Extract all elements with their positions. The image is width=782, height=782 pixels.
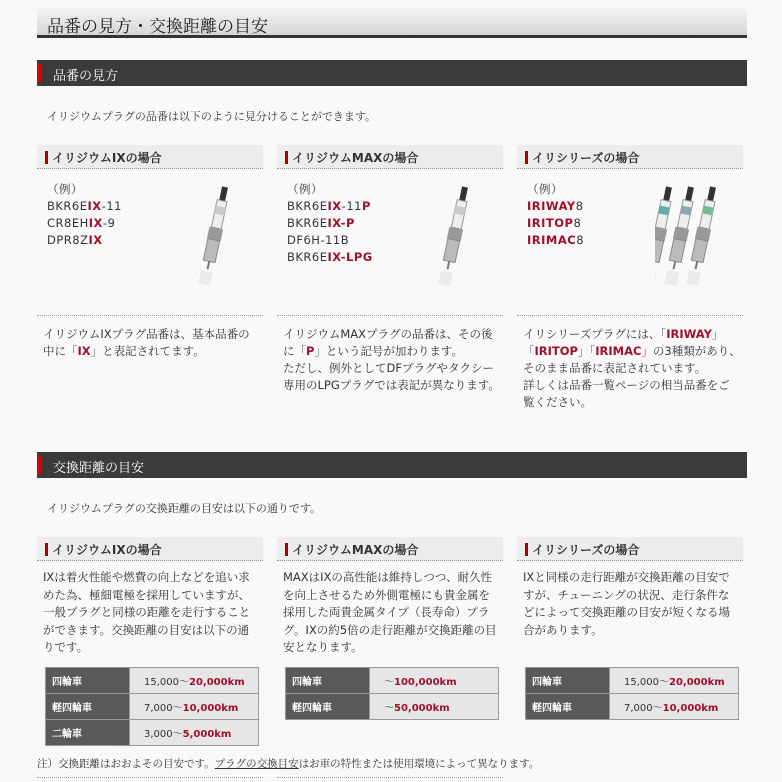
note-suffix: はお車の特性または使用環境によって異なります。 [298,758,540,770]
spark-plug-icon [435,181,495,289]
distance [130,668,259,694]
text-segment: -11 [341,199,362,213]
highlight-text: IX [77,344,91,358]
distance-to: 5,000km [182,729,232,740]
heading-marker [45,543,48,556]
column-description: MAXはIXの高性能は維持しつつ、耐久性を向上させるため外側電極にも貴金属を採用した両貴金属タイプ（長寿命）プラグ。IXの約5倍の走行距離が交換距離の目安となります。 [283,570,497,654]
text-segment: 8 [573,216,582,230]
text-segment: 詳しくは品番一覧ページの相当品番をご覧ください。 [523,378,730,409]
part-number-example [527,232,584,249]
heading-marker [285,543,288,556]
distance-to: 10,000km [662,703,719,714]
column-description: IXは着火性能や燃費の向上などを追い求めた為、極細電極を採用していますが、一般プラグと同様の距離を走行することができます。交換距離の目安は以下の通りです。 [43,570,251,654]
highlight-text: IRIMAC [595,344,642,358]
section-heading-part-number: 品番の見方 [37,60,747,86]
replacement-column [517,537,743,752]
divider [37,777,263,778]
column-description: IXと同様の走行距離が交換距離の目安ですが、チューニングの状況、走行条件などによって交換距離の目安が短くなる場合があります。 [523,570,730,637]
heading-marker [285,151,288,164]
distance-to: 100,000km [394,677,457,688]
column-heading-text: イリジウムMAXの場合 [292,543,419,557]
table-row [526,694,739,720]
text-segment: 」「 [577,344,596,358]
distance-table [45,667,259,746]
example-label: （例） [527,182,563,196]
highlight-text: IX [88,216,103,230]
plug-replacement-link[interactable]: プラグの交換目安 [214,758,299,770]
column-heading [517,145,743,169]
distance [130,720,259,746]
vehicle-type: 二輪車 [46,720,130,746]
table-row [526,668,739,694]
highlight-text: P [361,199,371,213]
spark-plug-icon [655,181,735,289]
divider [277,777,503,778]
distance-from: 〜 [384,703,394,714]
column-heading [277,145,503,169]
part-number-column [517,145,743,415]
distance-from: 3,000〜 [144,729,183,740]
column-heading-text: イリシリーズの場合 [532,151,640,165]
text-segment: 」「 [523,327,724,358]
vehicle-type: 四輪車 [286,668,370,694]
vehicle-type: 軽四輪車 [286,694,370,720]
distance-from: 〜 [384,677,394,688]
part-number-example [527,198,584,215]
text-segment: イリジウムIXプラグ品番は、基本品番の中に「 [43,327,250,358]
part-number-example [527,215,584,232]
spark-plug-icon [195,181,255,289]
text-segment: -9 [102,216,116,230]
example-label: （例） [287,182,323,196]
distance [610,694,739,720]
distance [130,694,259,720]
table-row [286,668,499,694]
highlight-text: IX-P [327,216,355,230]
highlight-text: IRIWAY [666,327,712,341]
heading-marker [45,151,48,164]
distance-from: 15,000〜 [624,677,669,688]
highlight-text: IX [88,233,103,247]
text-segment: 」という記号が加わります。 [314,344,464,358]
column-heading-text: イリジウムMAXの場合 [292,151,419,165]
text-segment: BKR6E [287,216,328,230]
divider [517,315,743,316]
heading-marker [525,543,528,556]
part-number-example [47,215,122,232]
column-heading-text: イリジウムIXの場合 [52,543,162,557]
vehicle-type: 四輪車 [526,668,610,694]
column-description [283,326,501,394]
text-segment: 8 [576,233,585,247]
distance-from: 15,000〜 [144,677,189,688]
table-row [286,694,499,720]
replacement-column [277,537,503,752]
text-segment: イリジウムMAXプラグの品番は、その後に「 [283,327,493,358]
page-title: 品番の見方・交換距離の目安 [37,8,747,38]
text-segment: 」の3種類があり、そのまま品番に表記されています。 [523,344,741,375]
text-segment: イリシリーズプラグには、「 [523,327,667,341]
note-prefix: 注）交換距離はおおよその目安です。 [37,758,215,770]
column-heading-text: イリジウムIXの場合 [52,151,162,165]
part-number-example [287,215,373,232]
highlight-text: IX [327,199,342,213]
replacement-column [37,537,263,752]
divider [37,315,263,316]
distance-table [525,667,739,720]
column-description [523,326,741,411]
part-number-example [287,249,373,266]
column-heading [37,537,263,561]
column-heading [277,537,503,561]
section-heading-replacement: 交換距離の目安 [37,452,747,478]
column-heading [37,145,263,169]
text-segment: ただし、例外としてDFプラグやタクシー専用のLPGプラグでは表記が異なります。 [283,361,500,392]
part-number-column [277,145,503,415]
vehicle-type: 軽四輪車 [46,694,130,720]
table-row [46,694,259,720]
examples [47,181,122,249]
distance [370,694,499,720]
text-segment: 」と表記されてます。 [90,344,205,358]
highlight-text: IRIMAC [527,233,577,247]
distance-table [285,667,499,720]
text-segment: BKR6E [287,199,328,213]
text-segment: DPR8Z [47,233,89,247]
highlight-text: P [306,344,315,358]
table-row [46,668,259,694]
text-segment: BKR6E [287,250,328,264]
distance-from: 7,000〜 [144,703,183,714]
vehicle-type: 軽四輪車 [526,694,610,720]
highlight-text: IRITOP [534,344,578,358]
text-segment: CR8EH [47,216,89,230]
footnote [37,756,539,771]
distance [610,668,739,694]
heading-marker [525,151,528,164]
examples [527,181,584,249]
table-row [46,720,259,746]
column-heading-text: イリシリーズの場合 [532,543,640,557]
part-number-example [47,232,122,249]
text-segment: -11 [101,199,122,213]
highlight-text: IRIWAY [527,199,576,213]
text-segment: DF6H-11B [287,233,350,247]
distance-to: 50,000km [394,703,450,714]
part-number-example [287,198,373,215]
highlight-text: IX-LPG [327,250,373,264]
distance-to: 20,000km [189,677,245,688]
part-number-example [47,198,122,215]
distance-to: 20,000km [669,677,725,688]
section-intro: イリジウムプラグの交換距離の目安は以下の通りです。 [47,502,322,515]
distance-from: 7,000〜 [624,703,663,714]
part-number-column [37,145,263,415]
highlight-text: IX [87,199,102,213]
section-intro: イリジウムプラグの品番は以下のように見分けることができます。 [47,110,377,123]
text-segment: 8 [575,199,584,213]
distance [370,668,499,694]
example-label: （例） [47,182,83,196]
examples [287,181,373,266]
divider [277,315,503,316]
part-number-example [287,232,373,249]
column-description [43,326,261,360]
distance-to: 10,000km [182,703,239,714]
highlight-text: IRITOP [527,216,574,230]
vehicle-type: 四輪車 [46,668,130,694]
column-heading [517,537,743,561]
text-segment: BKR6E [47,199,88,213]
